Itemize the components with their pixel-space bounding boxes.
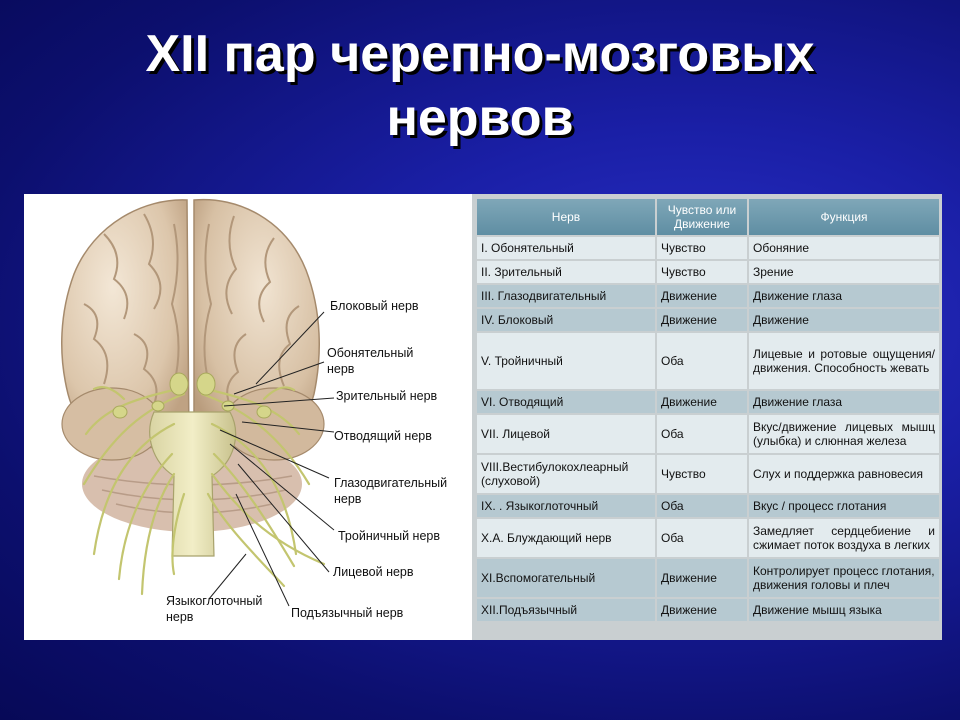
cell-nerve: XII.Подъязычный [477,599,655,621]
label-olfactory-nerve-1: Обонятельный [327,346,414,360]
cell-function: Движение глаза [749,391,939,413]
label-optic-nerve: Зрительный нерв [336,389,438,403]
label-facial-nerve: Лицевой нерв [333,565,414,579]
table-row [477,599,939,621]
table-row [477,261,939,283]
cell-function: Замедляет сердцебиение и сжимает поток воздуха в легких [749,519,939,557]
cell-nerve: IX. . Языкоглоточный [477,495,655,517]
cell-type: Чувство [657,237,747,259]
cell-nerve: V. Тройничный [477,333,655,389]
header-type-line-1: Чувство или [667,203,737,217]
cell-function: Вкус / процесс глотания [749,495,939,517]
cell-type: Движение [657,559,747,597]
label-oculomotor-nerve-2: нерв [334,492,362,506]
cell-nerve: VII. Лицевой [477,415,655,453]
label-glossopharyngeal-nerve-2: нерв [166,610,194,624]
left-temporal-lobe [62,388,162,460]
table-row [477,309,939,331]
cell-type: Движение [657,599,747,621]
cell-function: Слух и поддержка равновесия [749,455,939,493]
table-row [477,237,939,259]
slide-title [0,22,960,150]
title-line-2: нервов [386,89,574,147]
header-nerve: Нерв [477,199,655,235]
cell-type: Оба [657,495,747,517]
cell-function: Движение глаза [749,285,939,307]
header-function: Функция [749,199,939,235]
cell-nerve: I. Обонятельный [477,237,655,259]
label-hypoglossal-nerve: Подъязычный нерв [291,606,404,620]
cell-function: Вкус/движение лицевых мышц (улыбка) и слюнная железа [749,415,939,453]
table-row [477,495,939,517]
cell-nerve: VIII.Вестибулокохлеарный (слуховой) [477,455,655,493]
title-line-1: XII пар черепно-мозговых [145,25,815,83]
cell-type: Оба [657,519,747,557]
cell-type: Движение [657,285,747,307]
cell-type: Движение [657,391,747,413]
cell-function: Лицевые и ротовые ощущения/движения. Способность жевать [749,333,939,389]
cell-nerve: VI. Отводящий [477,391,655,413]
cell-nerve: X.А. Блуждающий нерв [477,519,655,557]
cell-type: Чувство [657,261,747,283]
table-header-row [477,199,939,235]
cranial-nerves-table-panel [472,194,942,640]
cell-nerve: III. Глазодвигательный [477,285,655,307]
table-row [477,559,939,597]
table-row [477,455,939,493]
table-row [477,519,939,557]
label-trochlear-nerve: Блоковый нерв [330,299,419,313]
header-type-line-2: Движение [674,217,730,231]
cell-type: Оба [657,415,747,453]
cell-function: Контролирует процесс глотания, движения головы и плеч [749,559,939,597]
table-row [477,333,939,389]
label-trigeminal-nerve: Тройничный нерв [338,529,441,543]
cell-type: Оба [657,333,747,389]
cell-nerve: II. Зрительный [477,261,655,283]
cell-nerve: IV. Блоковый [477,309,655,331]
header-type [657,199,747,235]
cell-function: Движение [749,309,939,331]
label-glossopharyngeal-nerve-1: Языкоглоточный [166,594,263,608]
label-olfactory-nerve-2: нерв [327,362,355,376]
label-abducens-nerve: Отводящий нерв [334,429,432,443]
cell-function: Обоняние [749,237,939,259]
brain-diagram [24,194,472,640]
cell-type: Чувство [657,455,747,493]
cell-nerve: XI.Вспомогательный [477,559,655,597]
cranial-nerves-table [475,197,941,623]
label-oculomotor-nerve-1: Глазодвигательный [334,476,448,490]
table-row [477,391,939,413]
table-row [477,415,939,453]
cell-type: Движение [657,309,747,331]
cell-function: Движение мышц языка [749,599,939,621]
cell-function: Зрение [749,261,939,283]
table-row [477,285,939,307]
